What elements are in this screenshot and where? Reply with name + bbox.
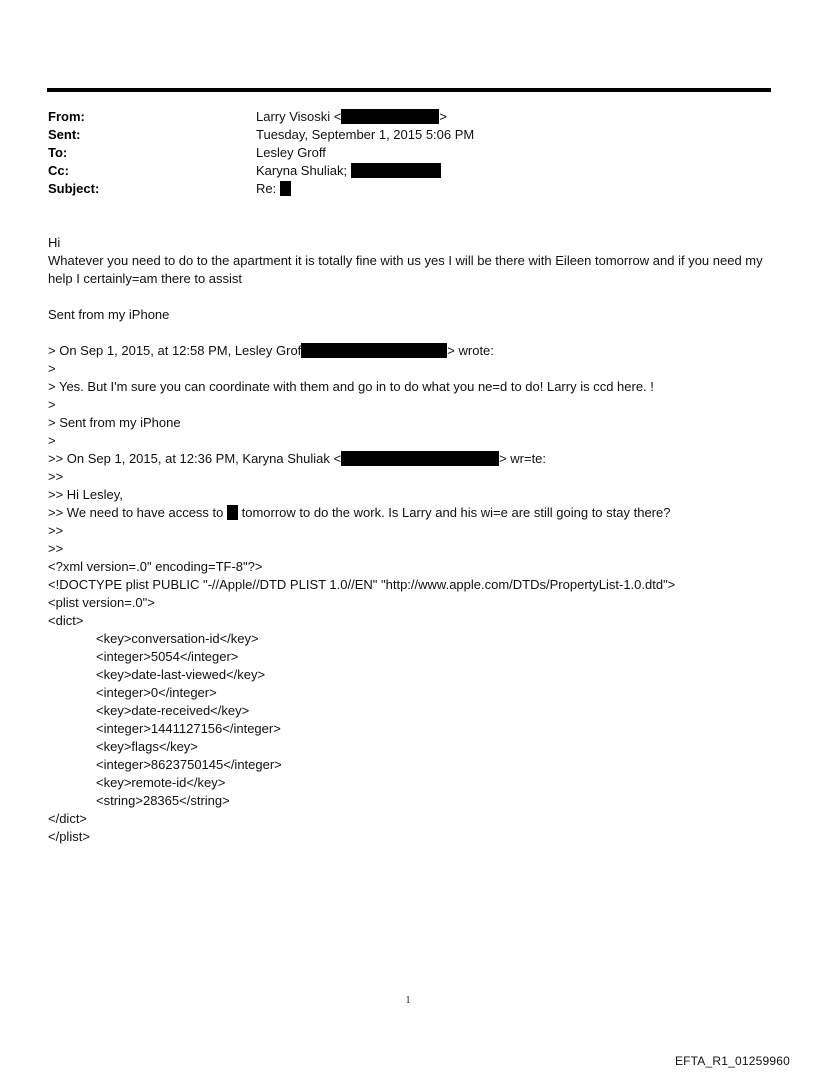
cc-name: Karyna Shuliak; [256, 163, 348, 178]
redaction-box [341, 109, 439, 124]
quoted-line: > Sent from my iPhone [48, 415, 181, 430]
from-name: Larry Visoski < [256, 109, 342, 124]
xml-line: <plist version=.0"> [48, 595, 155, 610]
from-value [256, 108, 447, 126]
xml-line: <integer>0</integer> [96, 685, 217, 700]
sent-value: Tuesday, September 1, 2015 5:06 PM [256, 127, 475, 142]
header-rule [47, 88, 771, 92]
quoted-line [48, 504, 768, 522]
xml-line: <integer>5054</integer> [96, 649, 239, 664]
subject-row [48, 180, 768, 198]
xml-line: <key>remote-id</key> [96, 775, 226, 790]
xml-line: <key>conversation-id</key> [96, 631, 259, 646]
email-header [48, 108, 768, 198]
redaction-box [301, 343, 447, 358]
xml-line: <?xml version=.0" encoding=TF-8"?> [48, 559, 263, 574]
quote-text: >> On Sep 1, 2015, at 12:36 PM, Karyna Shuliak < [48, 451, 342, 466]
xml-line: <dict> [48, 613, 84, 628]
signature: Sent from my iPhone [48, 307, 170, 322]
xml-line: </dict> [48, 811, 88, 826]
redaction-box [341, 451, 499, 466]
quoted-line: > [48, 361, 56, 376]
xml-line: <key>date-last-viewed</key> [96, 667, 266, 682]
redaction-box [227, 505, 238, 520]
xml-line: <!DOCTYPE plist PUBLIC "-//Apple//DTD PLIST 1.0//EN" "http://www.apple.com/DTDs/PropertyList-1.0.dtd"> [48, 577, 676, 592]
redaction-box [351, 163, 441, 178]
to-value: Lesley Groff [256, 145, 326, 160]
message-text: Whatever you need to do to the apartment it is totally fine with us yes I will be there with Eileen tomorrow and if you need my help I certainly=am there to assist [48, 253, 763, 286]
document-id: EFTA_R1_01259960 [674, 1054, 790, 1068]
greeting: Hi [48, 235, 61, 250]
redaction-box [280, 181, 291, 196]
sent-row [48, 126, 768, 144]
xml-line: <key>date-received</key> [96, 703, 250, 718]
quoted-line: > [48, 397, 56, 412]
page-number: 1 [405, 995, 411, 1006]
xml-line: </plist> [48, 829, 90, 844]
to-row [48, 144, 768, 162]
quote-text: > On Sep 1, 2015, at 12:58 PM, Lesley Grof [48, 343, 302, 358]
quoted-line: >> [48, 469, 64, 484]
subject-text: Re: [256, 181, 277, 196]
xml-line: <string>28365</string> [96, 793, 230, 808]
from-label: From: [48, 109, 85, 124]
subject-value [256, 180, 291, 198]
xml-line: <integer>8623750145</integer> [96, 757, 282, 772]
xml-line: <integer>1441127156</integer> [96, 721, 281, 736]
quoted-line [48, 342, 768, 360]
quoted-line: > Yes. But I'm sure you can coordinate with them and go in to do what you ne=d to do! Larry is ccd here. ! [48, 379, 654, 394]
quoted-line: >> [48, 541, 64, 556]
quote-text: > wr=te: [499, 451, 547, 466]
quote-text: >> We need to have access to [48, 505, 224, 520]
cc-label: Cc: [48, 163, 69, 178]
quote-text: tomorrow to do the work. Is Larry and his wi=e are still going to stay there? [241, 505, 671, 520]
from-row [48, 108, 768, 126]
sent-label: Sent: [48, 127, 81, 142]
xml-line: <key>flags</key> [96, 739, 198, 754]
to-label: To: [48, 145, 68, 160]
quoted-line: >> [48, 523, 64, 538]
from-close: > [439, 109, 447, 124]
quoted-line: >> Hi Lesley, [48, 487, 123, 502]
subject-label: Subject: [48, 181, 100, 196]
quote-text: > wrote: [447, 343, 494, 358]
quoted-line [48, 450, 768, 468]
cc-row [48, 162, 768, 180]
quoted-line: > [48, 433, 56, 448]
cc-value [256, 162, 441, 180]
email-body [48, 234, 768, 846]
